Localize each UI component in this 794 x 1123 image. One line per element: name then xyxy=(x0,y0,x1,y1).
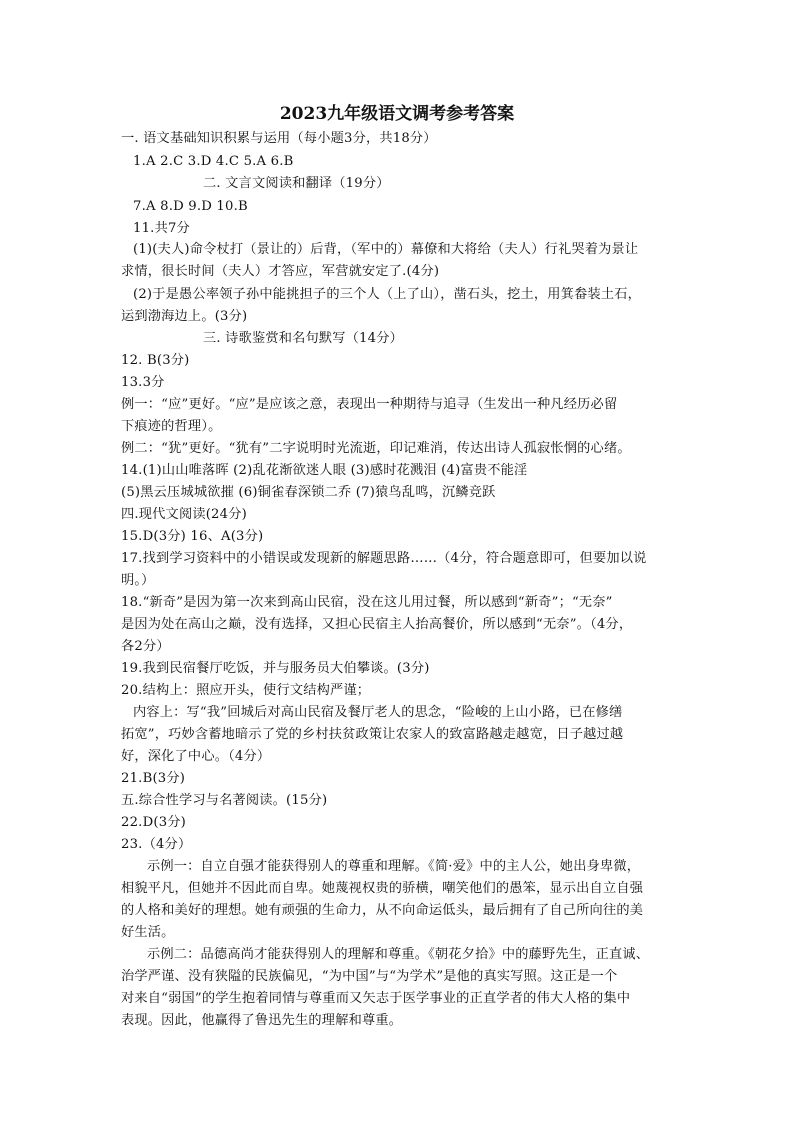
answer-23-example2-line3: 对来自“弱国”的学生抱着同情与尊重而又矢志于医学事业的正直学者的伟大人格的集中 xyxy=(121,991,631,1006)
answers-1-6: 1.A 2.C 3.D 4.C 5.A 6.B xyxy=(133,154,294,169)
answer-23-example1-line4: 好生活。 xyxy=(121,925,175,940)
question-13-header: 13.3分 xyxy=(121,375,165,390)
answer-23-example2-line2: 治学严谨、没有狭隘的民族偏见，“为中国”与“为学术”是他的真实写照。这正是一个 xyxy=(121,969,618,984)
section-heading-4: 四.现代文阅读(24分) xyxy=(121,507,247,522)
answer-23-example1-line2: 相貌平凡，但她并不因此而自卑。她蔑视权贵的骄横，嘲笑他们的愚笨，显示出自立自强 xyxy=(121,881,644,896)
section-heading-3: 三. 诗歌鉴赏和名句默写（14分） xyxy=(203,331,404,346)
answer-11-2-line2: 运到渤海边上。(3分) xyxy=(121,309,248,324)
answer-12: 12. B(3分) xyxy=(121,353,190,368)
answer-17-line1: 17.找到学习资料中的小错误或发现新的解题思路……（4分，符合题意即可，但要加以说 xyxy=(121,551,647,566)
answer-23-example2-line1: 示例二：品德高尚才能获得别人的理解和尊重。《朝花夕拾》中的藤野先生，正直诚、 xyxy=(147,947,650,962)
answer-20-line4: 好，深化了中心。（4分） xyxy=(121,749,271,764)
question-23-header: 23.（4分） xyxy=(121,837,192,852)
answer-19: 19.我到民宿餐厅吃饭，并与服务员大伯攀谈。(3分) xyxy=(121,661,430,676)
question-11-header: 11.共7分 xyxy=(133,221,190,236)
answer-11-2-line1: (2)于是愚公率领子孙中能挑担子的三个人（上了山），凿石头，挖土，用箕畚装土石， xyxy=(133,287,642,302)
answer-11-1-line1: (1)(夫人)命令杖打（景让的）后背，（军中的）幕僚和大将给（夫人）行礼哭着为景让 xyxy=(133,242,639,257)
answer-23-example2-line4: 表现。因此，他赢得了鲁迅先生的理解和尊重。 xyxy=(121,1013,403,1028)
answer-20-line1: 20.结构上：照应开头，使行文结构严谨； xyxy=(121,683,371,698)
answer-23-example1-line1: 示例一：自立自强才能获得别人的尊重和理解。《简·爱》中的主人公，她出身卑微， xyxy=(147,859,641,874)
answers-7-10: 7.A 8.D 9.D 10.B xyxy=(133,199,248,214)
answer-13-example2: 例二：“犹”更好。“犹有”二字说明时光流逝，印记难消，传达出诗人孤寂怅惘的心绪。 xyxy=(121,441,631,456)
answer-20-line3: 拓宽”，巧妙含蓄地暗示了党的乡村扶贫政策让农家人的致富路越走越宽，日子越过越 xyxy=(121,727,624,742)
section-heading-1: 一. 语文基础知识积累与运用（每小题3分，共18分） xyxy=(121,131,437,146)
answer-13-example1-line2: 下痕迹的哲理）。 xyxy=(121,419,222,434)
section-heading-2: 二. 文言文阅读和翻译（19分） xyxy=(203,176,390,191)
answer-13-example1-line1: 例一：“应”更好。“应”是应该之意，表现出一种期待与追寻（生发出一种凡经历必留 xyxy=(121,397,618,412)
answer-22: 22.D(3分) xyxy=(121,815,187,830)
answer-21: 21.B(3分) xyxy=(121,771,186,786)
answer-20-line2: 内容上：写“我”回城后对高山民宿及餐厅老人的思念，“险峻的上山小路，已在修缮 xyxy=(133,705,623,720)
answer-14-line1: 14.(1)山山唯落晖 (2)乱花渐欲迷人眼 (3)感时花溅泪 (4)富贵不能淫 xyxy=(121,463,528,478)
answer-17-line2: 明。） xyxy=(121,573,155,588)
answers-15-16: 15.D(3分) 16、A(3分) xyxy=(121,529,264,544)
answer-14-line2: (5)黑云压城城欲摧 (6)铜雀春深锁二乔 (7)猿鸟乱鸣，沉鳞竞跃 xyxy=(121,485,496,500)
section-heading-5: 五.综合性学习与名著阅读。(15分) xyxy=(121,793,328,808)
document-title: 2023九年级语文调考参考答案 xyxy=(279,104,515,124)
answer-23-example1-line3: 的人格和美好的理想。她有顽强的生命力，从不向命运低头，最后拥有了自己所向往的美 xyxy=(121,903,644,918)
answer-18-line3: 各2分） xyxy=(121,639,170,654)
answer-18-line2: 是因为处在高山之巅，没有选择，又担心民宿主人抬高餐价，所以感到“无奈”。（4分， xyxy=(121,617,633,632)
answer-18-line1: 18.“新奇”是因为第一次来到高山民宿，没在这儿用过餐，所以感到“新奇”；“无奈” xyxy=(121,595,613,610)
answer-11-1-line2: 求情，很长时间（夫人）才答应，军营就安定了.(4分) xyxy=(121,264,440,279)
